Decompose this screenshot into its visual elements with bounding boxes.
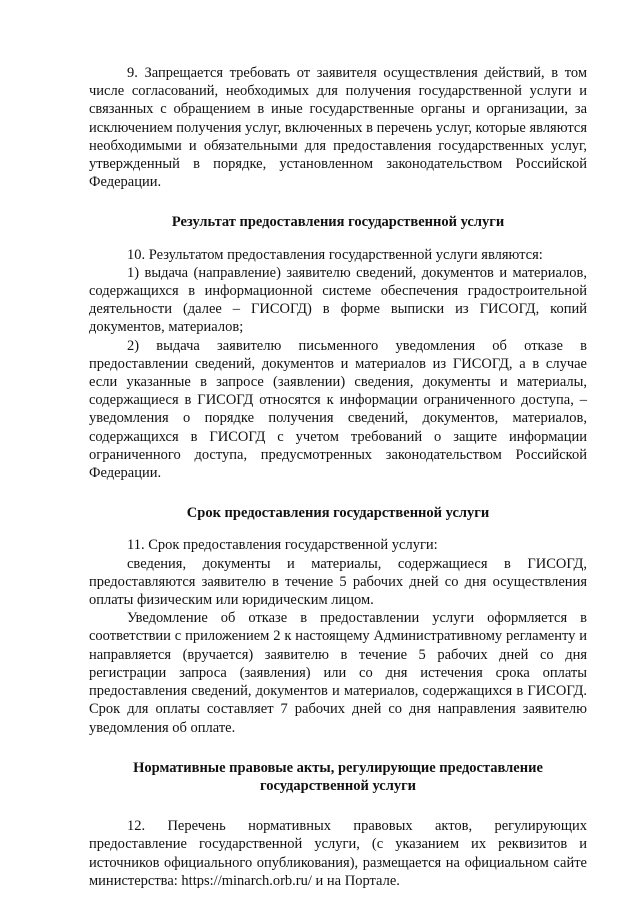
heading-regulatory-acts-line-1: Нормативные правовые акты, регулирующие предоставление [133,759,543,776]
document-body [89,64,587,890]
paragraph-11: 11. Срок предоставления государственной услуги: [127,537,438,554]
paragraph-10-item-2: 2) выдача заявителю письменного уведомления об отказе в предоставлении сведений, документов и материалов из ГИСОГД, а в случае если указанные в запросе (заявлении) сведения, документы и материалы, содержащиеся в ГИСОГД относятся к информации ограниченного доступа, – уведомления о порядке получения сведений, документов, материалов, содержащихся в ГИСОГД с учетом требований о защите информации ограниченного доступа, предусмотренных законодательством Российской Федерации. [89,337,587,482]
paragraph-9: 9. Запрещается требовать от заявителя осуществления действий, в том числе согласований, необходимых для получения государственной услуги и связанных с обращением в иные государственные органы и организации, за исключением получения услуг, включенных в перечень услуг, которые являются необходимыми и обязательными для предоставления государственных услуг, утвержденный в порядке, установленном законодательством Российской Федерации. [89,65,587,191]
paragraph-11-item-1: сведения, документы и материалы, содержащиеся в ГИСОГД, предоставляются заявителю в течение 5 рабочих дней со дня осуществления оплаты физическим или юридическим лицом. [89,555,587,609]
heading-regulatory-acts-line-2: государственной услуги [259,777,417,794]
paragraph-11-item-2: Уведомление об отказе в предоставлении услуги оформляется в соответствии с приложением 2 к настоящему Административному регламенту и направляется (вручается) заявителю в течение 5 рабочих дней со дня регистрации запроса (заявления) или со дня истечения срока оплаты предоставления сведений, документов и материалов, содержащихся в ГИСОГД. Срок для оплаты составляет 7 рабочих дней со дня направления заявителю уведомления об оплате. [89,610,587,736]
heading-service-result: Результат предоставления государственной услуги [171,214,505,231]
heading-regulatory-acts [89,759,587,795]
paragraph-10-item-1: 1) выдача (направление) заявителю сведений, документов и материалов, содержащихся в информационной системе обеспечения градостроительной деятельности (далее – ГИСОГД) в форме выписки из ГИСОГД, копий документов, материалов; [89,264,587,336]
heading-service-term: Срок предоставления государственной услуги [186,505,490,522]
paragraph-10: 10. Результатом предоставления государственной услуги являются: [127,246,543,263]
paragraph-12: 12. Перечень нормативных правовых актов, регулирующих предоставление государственной услуги, (с указанием их реквизитов и источников официального опубликования), размещается на официальном сайте министерства: https://minarch.orb.ru/ и на Портале. [89,818,587,889]
